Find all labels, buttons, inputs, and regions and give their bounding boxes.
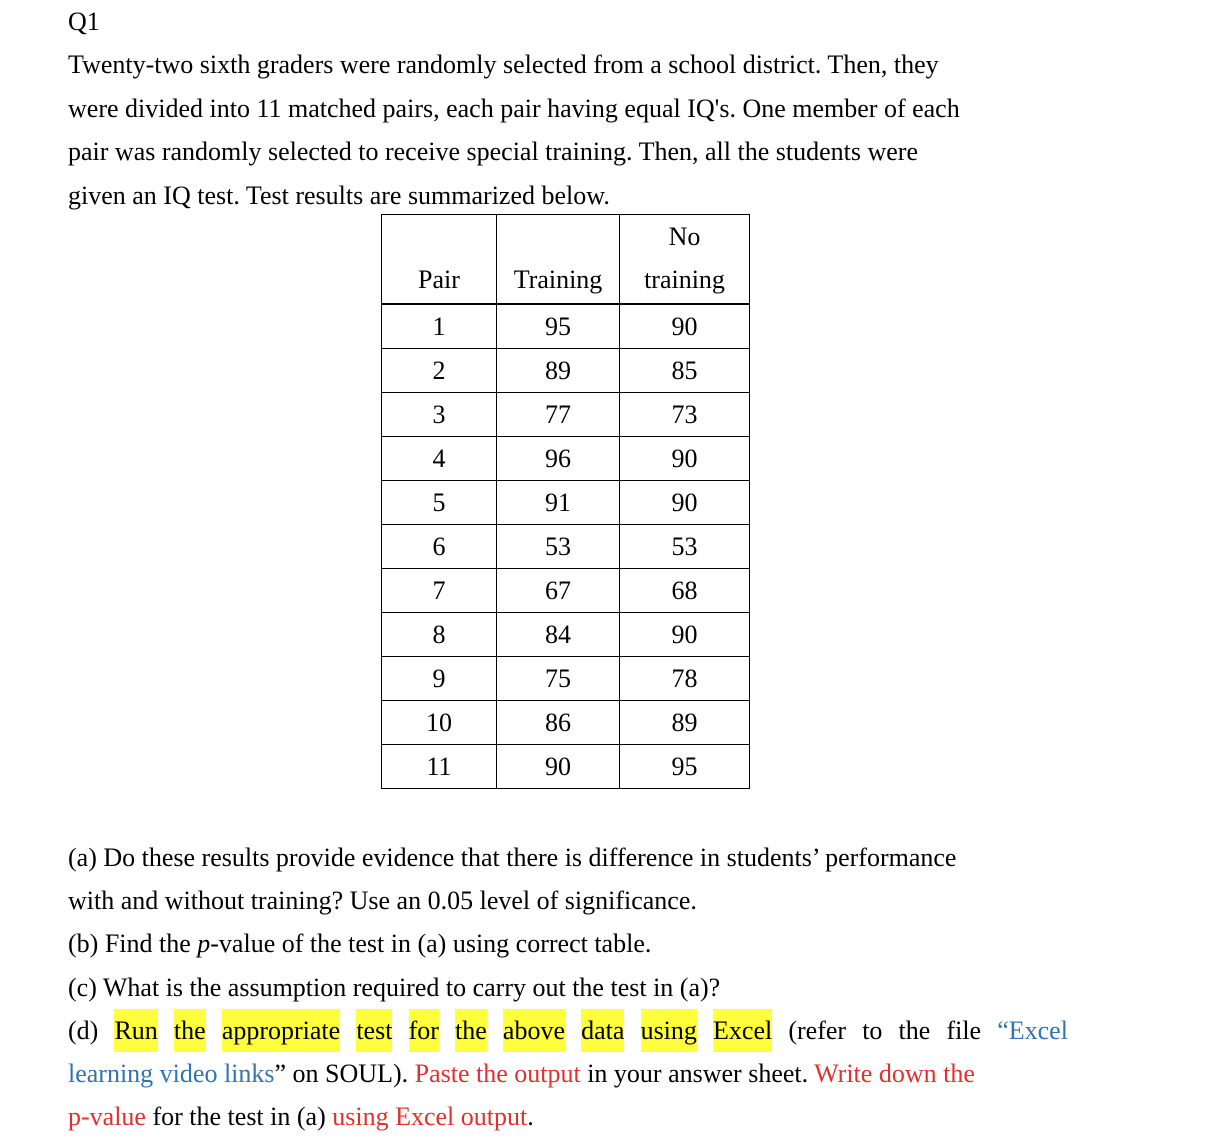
part-d-highlight-word: Excel xyxy=(713,1009,772,1052)
pair-cell: 4 xyxy=(382,437,497,481)
table-row xyxy=(382,481,750,525)
part-d-highlight-word: the xyxy=(455,1009,487,1052)
no-training-cell: 68 xyxy=(620,569,750,613)
training-cell: 95 xyxy=(497,304,620,349)
part-d-word: the xyxy=(898,1015,931,1045)
part-b-suffix: -value of the test in (a) using correct table. xyxy=(210,929,652,959)
header-pair: Pair xyxy=(382,215,497,305)
pair-cell: 3 xyxy=(382,393,497,437)
part-d-highlight-word: above xyxy=(503,1009,565,1052)
question-label: Q1 xyxy=(68,7,100,36)
header-no-training-line1: No xyxy=(668,222,701,251)
part-c: (c) What is the assumption required to carry out the test in (a)? xyxy=(68,972,721,1002)
no-training-cell: 73 xyxy=(620,393,750,437)
table-row xyxy=(382,745,750,789)
table-row xyxy=(382,525,750,569)
part-a-line1 xyxy=(68,836,1068,879)
intro-line: Twenty-two sixth graders were randomly selected from a school district. Then, they xyxy=(68,50,939,79)
table-row xyxy=(382,701,750,745)
part-a-text: (a) Do these results provide evidence that there is difference in students’ performance xyxy=(68,843,957,872)
header-no-training-line2: training xyxy=(644,265,725,294)
no-training-cell: 90 xyxy=(620,304,750,349)
part-d-highlight-word: using xyxy=(641,1009,697,1052)
part-b-italic-p: p xyxy=(197,929,211,959)
training-cell: 75 xyxy=(497,657,620,701)
part-d-write-instruction: Write down the xyxy=(814,1059,975,1089)
part-d-word: file xyxy=(946,1015,982,1045)
part-d-word: (refer xyxy=(788,1015,847,1045)
part-d-answer-sheet-text: in your answer sheet. xyxy=(580,1059,815,1089)
pair-cell: 11 xyxy=(382,745,497,789)
no-training-cell: 53 xyxy=(620,525,750,569)
pair-cell: 1 xyxy=(382,304,497,349)
pair-cell: 6 xyxy=(382,525,497,569)
part-d-highlight-word: appropriate xyxy=(222,1009,340,1052)
part-d-word: to xyxy=(862,1015,883,1045)
part-d-line2 xyxy=(68,1052,1068,1095)
part-b-prefix: (b) Find the xyxy=(68,929,198,959)
part-d-soul-text: ” on SOUL). xyxy=(274,1059,415,1089)
table-row xyxy=(382,304,750,349)
part-d-file-name-end: learning video links xyxy=(68,1059,275,1089)
table-row xyxy=(382,657,750,701)
pair-cell: 5 xyxy=(382,481,497,525)
training-cell: 53 xyxy=(497,525,620,569)
part-d-highlight-word: data xyxy=(581,1009,624,1052)
pair-cell: 2 xyxy=(382,349,497,393)
part-d-line3 xyxy=(68,1095,1068,1138)
table-row xyxy=(382,613,750,657)
table-header-row xyxy=(382,215,750,305)
table-row xyxy=(382,569,750,613)
part-d-excel-output: using Excel output xyxy=(332,1102,528,1132)
intro-line: given an IQ test. Test results are summarized below. xyxy=(68,180,610,210)
no-training-cell: 78 xyxy=(620,657,750,701)
training-cell: 91 xyxy=(497,481,620,525)
part-d-line1 xyxy=(68,1009,1068,1052)
intro-line: were divided into 11 matched pairs, each pair having equal IQ's. One member of each xyxy=(68,93,960,123)
no-training-cell: 85 xyxy=(620,349,750,393)
pair-cell: 7 xyxy=(382,569,497,613)
table-row xyxy=(382,393,750,437)
part-d-period: . xyxy=(527,1102,534,1132)
part-d-highlight-word: test xyxy=(356,1009,392,1052)
no-training-cell: 89 xyxy=(620,701,750,745)
header-training: Training xyxy=(497,215,620,305)
training-cell: 84 xyxy=(497,613,620,657)
part-d-file-name-start: “Excel xyxy=(997,1015,1068,1045)
no-training-cell: 90 xyxy=(620,437,750,481)
part-b xyxy=(68,922,1068,965)
training-cell: 86 xyxy=(497,701,620,745)
part-d-highlight-word: Run xyxy=(114,1009,157,1052)
question-parts xyxy=(68,836,1068,1138)
training-cell: 67 xyxy=(497,569,620,613)
training-cell: 77 xyxy=(497,393,620,437)
part-a-line2: with and without training? Use an 0.05 level of significance. xyxy=(68,886,697,916)
iq-results-table xyxy=(381,214,750,789)
part-d-paste-instruction: Paste the output xyxy=(414,1059,581,1089)
question-intro xyxy=(68,43,1078,217)
training-cell: 96 xyxy=(497,437,620,481)
intro-line: pair was randomly selected to receive special training. Then, all the students were xyxy=(68,137,918,166)
part-d-highlight-word: for xyxy=(409,1009,439,1052)
table-row xyxy=(382,349,750,393)
pair-cell: 9 xyxy=(382,657,497,701)
pair-cell: 8 xyxy=(382,613,497,657)
no-training-cell: 90 xyxy=(620,481,750,525)
pair-cell: 10 xyxy=(382,701,497,745)
table-row xyxy=(382,437,750,481)
training-cell: 89 xyxy=(497,349,620,393)
part-d-pvalue: p-value xyxy=(68,1102,146,1132)
no-training-cell: 90 xyxy=(620,613,750,657)
no-training-cell: 95 xyxy=(620,745,750,789)
part-d-highlight-word: the xyxy=(174,1009,206,1052)
part-d-test-text: for the test in (a) xyxy=(145,1102,333,1132)
part-d-word: (d) xyxy=(68,1015,99,1045)
training-cell: 90 xyxy=(497,745,620,789)
header-no-training xyxy=(620,215,750,305)
